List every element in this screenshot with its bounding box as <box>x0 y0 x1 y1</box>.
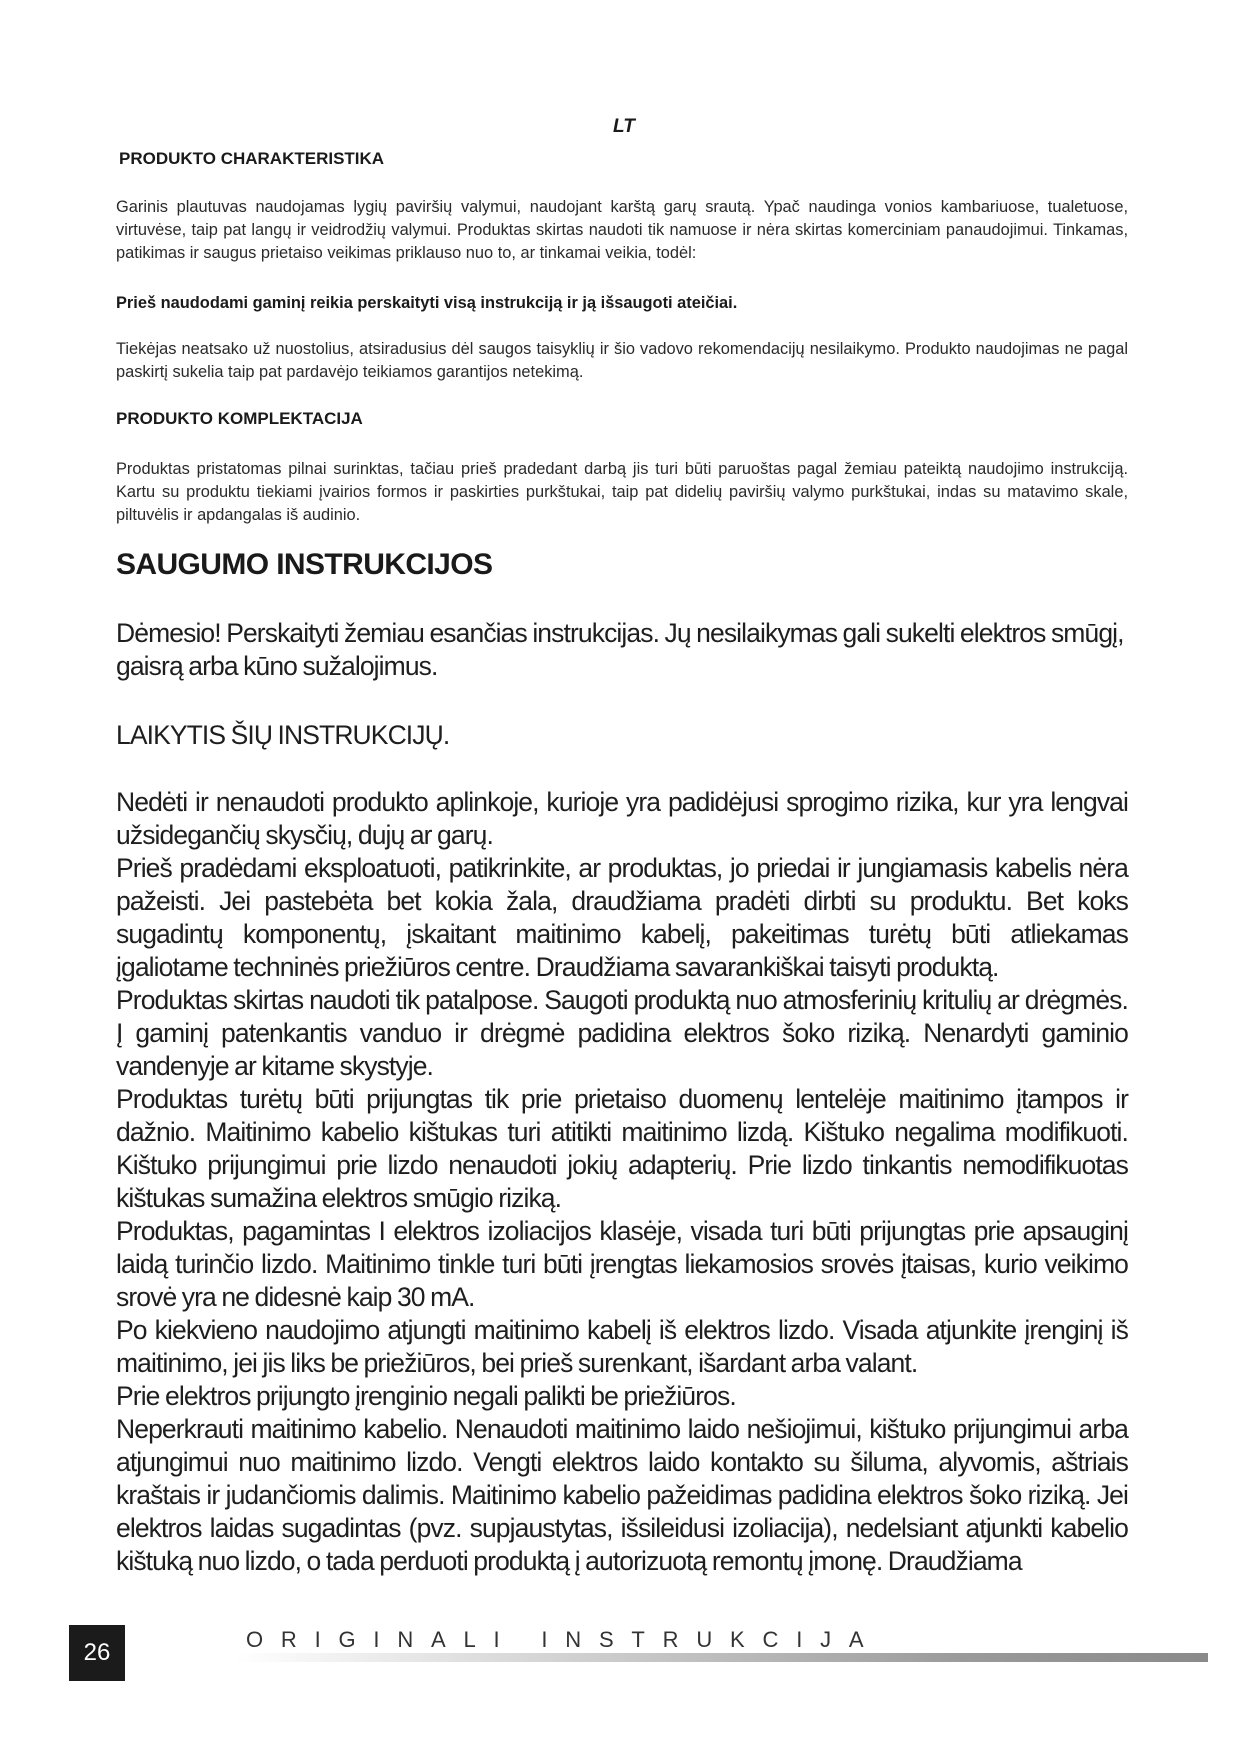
characteristics-heading: PRODUKTO CHARAKTERISTIKA <box>119 149 385 168</box>
kit-heading: PRODUKTO KOMPLEKTACIJA <box>116 409 363 428</box>
page-number: 26 <box>69 1625 125 1681</box>
attention-paragraph: Dėmesio! Perskaityti žemiau esančias instrukcijas. Jų nesilaikymas gali sukelti elektros smūgį, gaisrą arba kūno sužalojimus. <box>116 618 1124 681</box>
warning-item: Prie elektros prijungto įrenginio negali palikti be priežiūros. <box>116 1381 736 1411</box>
safety-warnings-list <box>116 786 1128 1578</box>
warning-item: Produktas turėtų būti prijungtas tik prie prietaiso duomenų lentelėje maitinimo įtampos ir dažnio. Maitinimo kabelio kištukas turi atitikti maitinimo lizdą. Kištuko negalima modifikuoti. Kištuko prijungimui prie lizdo nenaudoti jokių adapterių. Prie lizdo tinkantis nemodifikuotas kištukas sumažina elektros smūgio riziką. <box>116 1084 1128 1213</box>
warning-item: Produktas skirtas naudoti tik patalpose. Saugoti produktą nuo atmosferinių kritulių ar drėgmės. Į gaminį patenkantis vanduo ir drėgmė padidina elektros šoko riziką. Nenardyti gaminio vandenyje ar kitame skystyje. <box>116 985 1128 1081</box>
footer-gradient-line <box>236 1653 1208 1662</box>
warning-item: Nedėti ir nenaudoti produkto aplinkoje, kurioje yra padidėjusi sprogimo rizika, kur yra lengvai užsidegančių skysčių, dujų ar garų. <box>116 787 1128 850</box>
warning-item: Prieš pradėdami eksploatuoti, patikrinkite, ar produktas, jo priedai ir jungiamasis kabelis nėra pažeisti. Jei pastebėta bet kokia žala, draudžiama pradėti dirbti su produktu. Bet koks sugadintų komponentų, įskaitant maitinimo kabelį, pakeitimas turėtų būti atliekamas įgaliotame techninės priežiūros centre. Draudžiama savarankiškai taisyti produktą. <box>116 853 1128 982</box>
warning-item: Neperkrauti maitinimo kabelio. Nenaudoti maitinimo laido nešiojimui, kištuko prijungimui arba atjungimui nuo maitinimo lizdo. Vengti elektros laido kontakto su šiluma, alyvomis, aštriais kraštais ir judančiomis dalimis. Maitinimo kabelio pažeidimas padidina elektros šoko riziką. Jei elektros laidas sugadintas (pvz. supjaustytas, išsileidusi izoliacija), nedelsiant atjunkti kabelio kištuką nuo lizdo, o tada perduoti produktą į autorizuotą remontų įmonę. Draudžiama <box>116 1414 1128 1576</box>
footer-label: ORIGINALI INSTRUKCIJA <box>246 1627 882 1652</box>
liability-paragraph: Tiekėjas neatsako už nuostolius, atsiradusius dėl saugos taisyklių ir šio vadovo rekomendacijų nesilaikymo. Produkto naudojimas ne pagal paskirtį sukelia taip pat pardavėjo teikiamos garantijos netekimą. <box>116 340 1128 381</box>
warning-item: Produktas, pagamintas I elektros izoliacijos klasėje, visada turi būti prijungtas prie apsauginį laidą turinčio lizdo. Maitinimo tinkle turi būti įrengtas liekamosios srovės įtaisas, kurio veikimo srovė yra ne didesnė kaip 30 mA. <box>116 1216 1128 1312</box>
characteristics-paragraph: Garinis plautuvas naudojamas lygių paviršių valymui, naudojant karštą garų srautą. Ypač naudinga vonios kambariuose, tualetuose, virtuvėse, taip pat langų ir veidrodžių valymui. Produktas skirtas naudoti tik namuose ir nėra skirtas komerciniam panaudojimui. Tinkamas, patikimas ir saugus prietaiso veikimas priklauso nuo to, ar tinkamai veikia, todėl: <box>116 198 1128 262</box>
language-tag: LT <box>613 116 635 137</box>
warning-item: Po kiekvieno naudojimo atjungti maitinimo kabelį iš elektros lizdo. Visada atjunkite įrenginį iš maitinimo, jei jis liks be priežiūros, bei prieš surenkant, išardant arba valant. <box>116 1315 1128 1378</box>
safety-heading: SAUGUMO INSTRUKCIJOS <box>116 548 493 581</box>
kit-paragraph: Produktas pristatomas pilnai surinktas, tačiau prieš pradedant darbą jis turi būti paruoštas pagal žemiau pateiktą naudojimo instrukciją. Kartu su produktu tiekiami įvairios formos ir paskirties purkštukai, taip pat didelių paviršių valymo purkštukai, indas su matavimo skale, piltuvėlis ir apdangalas iš audinio. <box>116 460 1128 524</box>
read-instructions-note: Prieš naudodami gaminį reikia perskaityti visą instrukciją ir ją išsaugoti ateičiai. <box>116 294 738 312</box>
keep-instructions-line: LAIKYTIS ŠIŲ INSTRUKCIJŲ. <box>116 720 450 750</box>
